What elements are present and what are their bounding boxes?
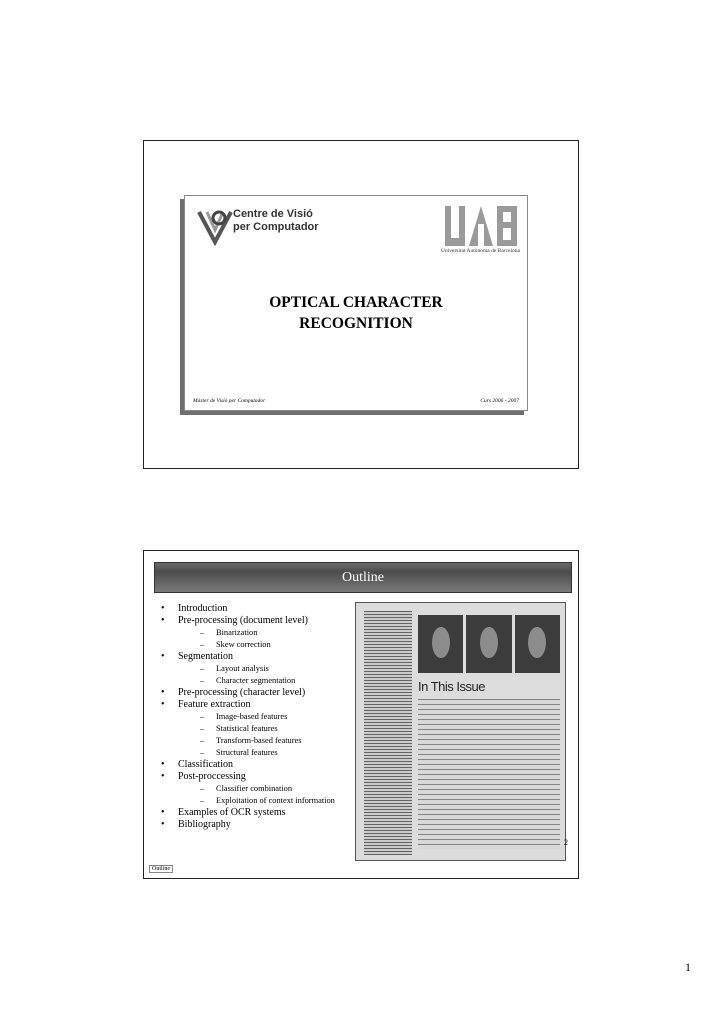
outline-subitem: – Transform-based features [178, 735, 368, 747]
uab-caption: Universitat Autònoma de Barcelona [441, 248, 520, 254]
title-line2: RECOGNITION [299, 315, 413, 332]
outline-item-label: Pre-processing (character level) [178, 687, 306, 698]
outline-item-label: Post-proccessing [178, 771, 246, 782]
outline-subitem: – Layout analysis [178, 663, 368, 675]
outline-subitem: – Binarization [178, 627, 368, 639]
outline-subitem: – Character segmentation [178, 675, 368, 687]
slide1-footer-right: Curs 2006 - 2007 [480, 398, 519, 404]
outline-item [158, 759, 368, 771]
outline-list [158, 603, 368, 831]
outline-item [158, 687, 368, 699]
outline-sublist [178, 711, 368, 759]
slide-title [185, 292, 527, 334]
cvc-name [233, 208, 319, 234]
outline-item-label: Classification [178, 759, 233, 770]
magazine-photos [418, 615, 560, 673]
cvc-logo [195, 206, 235, 246]
outline-subitem: – Structural features [178, 747, 368, 759]
magazine-photo [515, 615, 560, 673]
title-line1: OPTICAL CHARACTER [269, 294, 443, 311]
outline-subitem: – Exploitation of context information [178, 795, 368, 807]
outline-subitem: – Image-based features [178, 711, 368, 723]
outline-item-label: Segmentation [178, 651, 233, 662]
outline-item-label: Pre-processing (document level) [178, 615, 308, 626]
outline-subitem: – Statistical features [178, 723, 368, 735]
uab-logo [443, 204, 521, 248]
slide-1 [143, 140, 579, 469]
cvc-name-line1: Centre de Visió [233, 208, 313, 220]
magazine-column [364, 611, 412, 855]
magazine-image [355, 602, 566, 861]
outline-item [158, 615, 368, 651]
cvc-name-line2: per Computador [233, 221, 319, 233]
outline-sublist [178, 663, 368, 687]
slide-number: 2 [564, 838, 568, 847]
outline-subitem: – Skew correction [178, 639, 368, 651]
outline-sublist [178, 627, 368, 651]
magazine-heading: In This Issue [418, 679, 485, 694]
magazine-photo [418, 615, 463, 673]
page-number: 1 [685, 960, 691, 974]
outline-item-label: Bibliography [178, 819, 231, 830]
outline-item-label: Examples of OCR systems [178, 807, 286, 818]
outline-item [158, 651, 368, 687]
title-card [184, 195, 528, 411]
outline-item [158, 807, 368, 819]
outline-item [158, 771, 368, 807]
outline-subitem: – Classifier combination [178, 783, 368, 795]
magazine-photo [466, 615, 511, 673]
slide1-footer-left: Màster de Visió per Computador [193, 398, 266, 404]
slide2-footer: Outline [149, 865, 173, 873]
outline-item [158, 699, 368, 759]
slide-2 [143, 550, 579, 879]
outline-sublist [178, 783, 368, 807]
outline-item-label: Feature extraction [178, 699, 251, 710]
magazine-text-lines [418, 699, 560, 849]
outline-item [158, 603, 368, 615]
outline-item-label: Introduction [178, 603, 228, 614]
outline-header: Outline [154, 562, 572, 593]
outline-item [158, 819, 368, 831]
